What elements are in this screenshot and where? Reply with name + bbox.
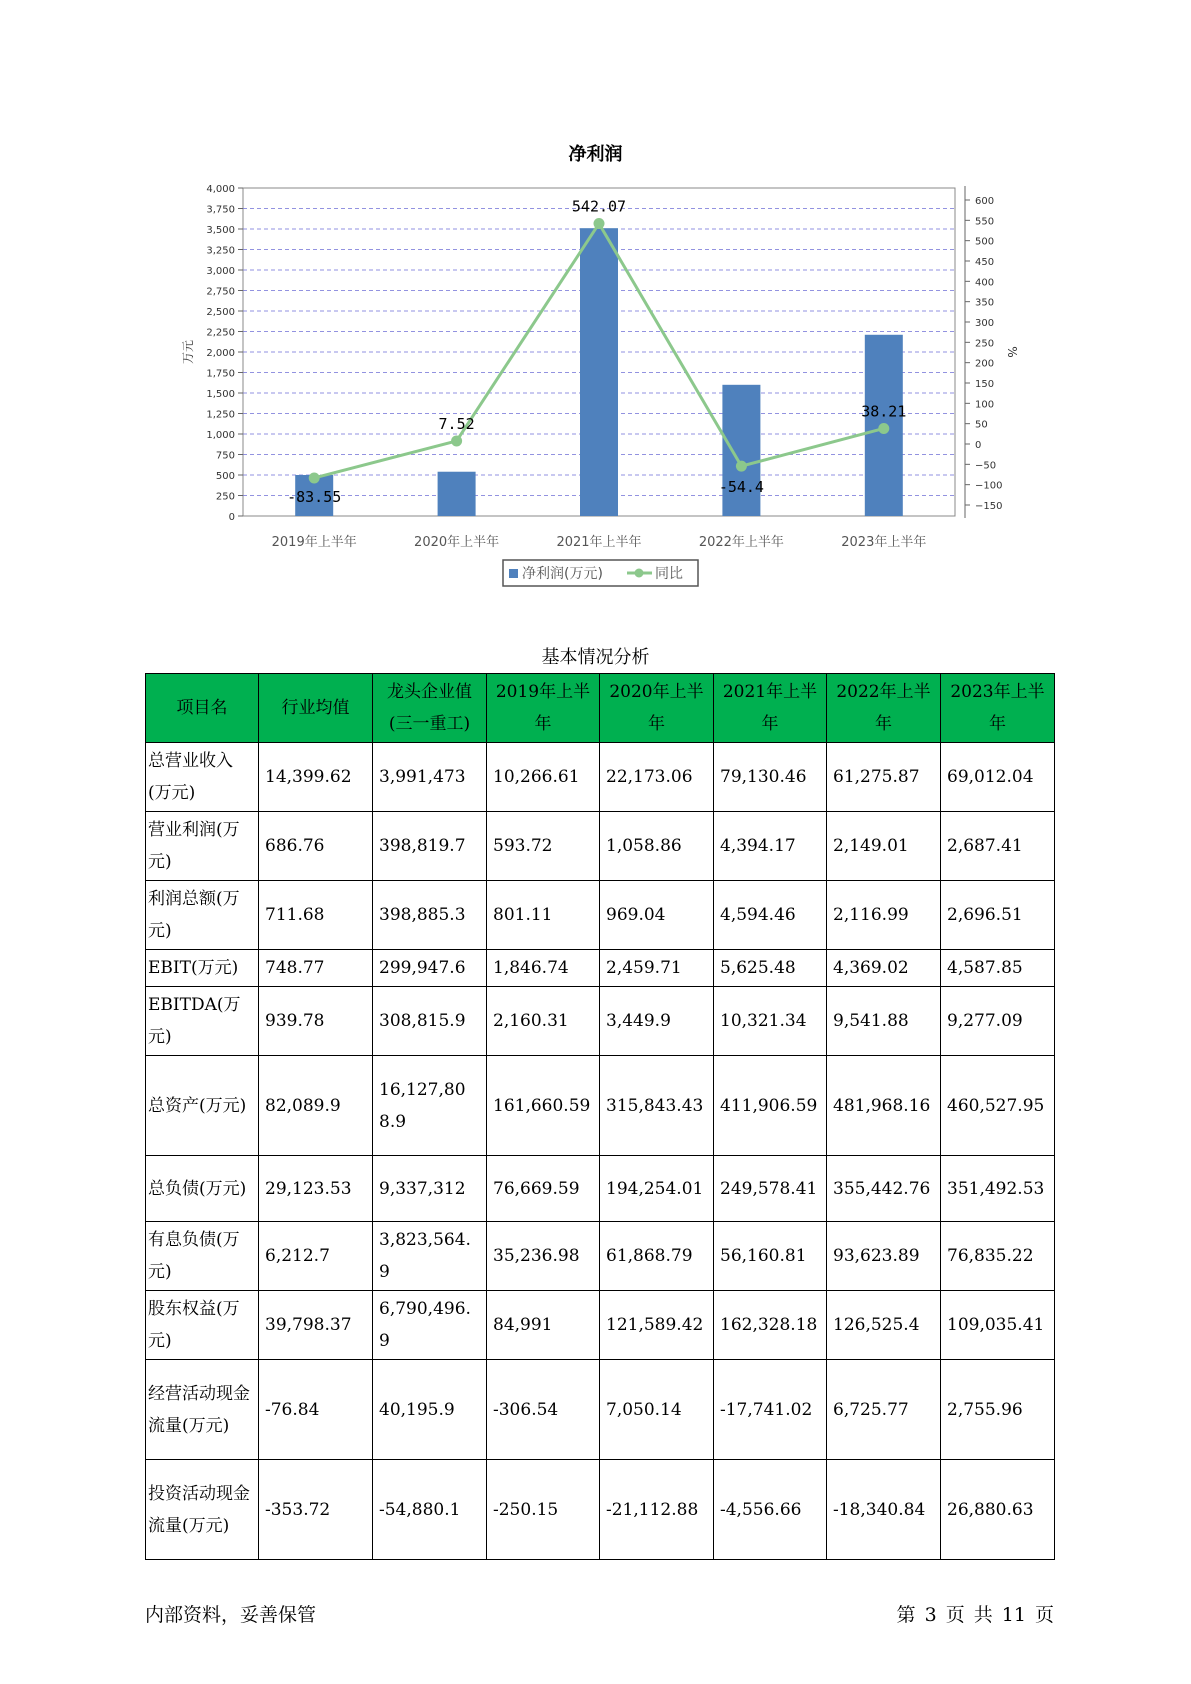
table-row [146, 1056, 1055, 1156]
table-cell: 161,660.59 [487, 1056, 600, 1156]
table-cell: 2,459.71 [600, 950, 714, 987]
right-axis-tick-label: −50 [975, 460, 997, 472]
table-cell: -54,880.1 [373, 1460, 487, 1560]
table-cell: -4,556.66 [714, 1460, 827, 1560]
table-cell: 79,130.46 [714, 743, 827, 812]
left-axis-tick-label: 3,500 [206, 225, 235, 236]
table-cell: 5,625.48 [714, 950, 827, 987]
header-2021h1: 2021年上半年 [714, 674, 827, 743]
bar-net-profit [438, 472, 476, 516]
table-cell: 9,277.09 [941, 987, 1055, 1056]
row-label-cell: 有息负债(万元) [146, 1222, 259, 1291]
table-cell: 711.68 [259, 881, 373, 950]
table-cell: -353.72 [259, 1460, 373, 1560]
table-row [146, 1460, 1055, 1560]
legend-bar-swatch [509, 569, 518, 578]
right-axis-tick-label: 400 [975, 277, 995, 289]
header-item-name: 项目名 [146, 674, 259, 743]
right-axis-tick-label: 250 [975, 338, 995, 350]
table-cell: 2,116.99 [827, 881, 941, 950]
row-label-cell: EBITDA(万元) [146, 987, 259, 1056]
table-cell: 16,127,808.9 [373, 1056, 487, 1156]
right-axis-tick-label: 200 [975, 358, 995, 370]
row-label-cell: 总营业收入(万元) [146, 743, 259, 812]
right-axis-tick-label: −150 [975, 501, 1003, 512]
row-label-cell: 投资活动现金流量(万元) [146, 1460, 259, 1560]
table-row [146, 1360, 1055, 1460]
left-axis-tick-label: 0 [228, 512, 235, 523]
table-cell: 460,527.95 [941, 1056, 1055, 1156]
right-axis-tick-label: 0 [975, 440, 982, 451]
table-cell: 162,328.18 [714, 1291, 827, 1360]
table-cell: 4,369.02 [827, 950, 941, 987]
x-axis-category-label: 2020年上半年 [414, 535, 500, 550]
right-axis-tick-label: 50 [975, 419, 988, 431]
table-cell: 82,089.9 [259, 1056, 373, 1156]
left-axis-tick-label: 3,000 [206, 266, 235, 277]
table-row [146, 987, 1055, 1056]
bar-net-profit [722, 385, 760, 516]
table-cell: 10,321.34 [714, 987, 827, 1056]
footer-page-number: 第 3 页 共 11 页 [896, 1604, 1054, 1626]
table-row [146, 743, 1055, 812]
table-cell: 2,755.96 [941, 1360, 1055, 1460]
table-cell: 40,195.9 [373, 1360, 487, 1460]
header-leader-value: 龙头企业值(三一重工) [373, 674, 487, 743]
table-cell: 686.76 [259, 812, 373, 881]
table-cell: 748.77 [259, 950, 373, 987]
left-axis-tick-label: 1,500 [206, 389, 235, 400]
table-cell: 93,623.89 [827, 1222, 941, 1291]
x-axis-category-label: 2023年上半年 [841, 535, 927, 550]
y-axis-title: 万元 [181, 339, 195, 365]
row-label-cell: 经营活动现金流量(万元) [146, 1360, 259, 1460]
table-cell: 2,696.51 [941, 881, 1055, 950]
table-cell: -306.54 [487, 1360, 600, 1460]
table-row [146, 1222, 1055, 1291]
legend-line-label: 同比 [655, 566, 683, 582]
left-axis-tick-label: 3,250 [206, 245, 235, 257]
row-label-cell: 利润总额(万元) [146, 881, 259, 950]
table-cell: 10,266.61 [487, 743, 600, 812]
table-cell: 1,058.86 [600, 812, 714, 881]
data-label: 38.21 [861, 402, 907, 421]
table-cell: 194,254.01 [600, 1156, 714, 1222]
table-cell: 3,449.9 [600, 987, 714, 1056]
table-cell: -18,340.84 [827, 1460, 941, 1560]
x-axis-category-label: 2022年上半年 [698, 535, 784, 550]
table-cell: 3,823,564.9 [373, 1222, 487, 1291]
right-axis-tick-label: 600 [975, 196, 995, 207]
row-label-cell: 股东权益(万元) [146, 1291, 259, 1360]
right-axis-tick-label: −100 [975, 480, 1003, 492]
table-header-row [146, 674, 1055, 743]
table-cell: 249,578.41 [714, 1156, 827, 1222]
table-cell: 398,819.7 [373, 812, 487, 881]
table-row [146, 1156, 1055, 1222]
bar-net-profit [580, 228, 618, 516]
table-cell: 22,173.06 [600, 743, 714, 812]
table-row [146, 1291, 1055, 1360]
table-cell: 61,868.79 [600, 1222, 714, 1291]
header-2019h1: 2019年上半年 [487, 674, 600, 743]
table-cell: 2,149.01 [827, 812, 941, 881]
footer-confidential-note: 内部资料，妥善保管 [145, 1604, 317, 1626]
x-axis-category-label: 2019年上半年 [271, 535, 357, 550]
data-label: -54.4 [718, 478, 764, 497]
left-axis-tick-label: 1,750 [206, 368, 235, 380]
right-axis-tick-label: 100 [975, 399, 995, 411]
table-cell: 315,843.43 [600, 1056, 714, 1156]
left-axis-tick-label: 500 [215, 471, 235, 482]
table-cell: 35,236.98 [487, 1222, 600, 1291]
row-label-cell: 营业利润(万元) [146, 812, 259, 881]
right-axis-tick-label: 450 [975, 257, 995, 268]
table-cell: 481,968.16 [827, 1056, 941, 1156]
table-cell: 84,991 [487, 1291, 600, 1360]
chart-title: 净利润 [568, 144, 623, 165]
table-cell: 299,947.6 [373, 950, 487, 987]
table-cell: 4,594.46 [714, 881, 827, 950]
right-axis-tick-label: 150 [975, 379, 995, 390]
net-profit-chart [0, 0, 1191, 620]
table-row [146, 812, 1055, 881]
table-cell: 56,160.81 [714, 1222, 827, 1291]
table-cell: 6,790,496.9 [373, 1291, 487, 1360]
table-cell: 308,815.9 [373, 987, 487, 1056]
line-yoy-point [309, 472, 320, 483]
left-axis-tick-label: 3,750 [206, 204, 235, 216]
table-cell: 61,275.87 [827, 743, 941, 812]
table-cell: 593.72 [487, 812, 600, 881]
table-cell: 398,885.3 [373, 881, 487, 950]
header-2020h1: 2020年上半年 [600, 674, 714, 743]
table-cell: 9,541.88 [827, 987, 941, 1056]
left-axis-tick-label: 250 [215, 491, 235, 503]
table-cell: -76.84 [259, 1360, 373, 1460]
header-2022h1: 2022年上半年 [827, 674, 941, 743]
data-label: 7.52 [438, 414, 475, 433]
left-axis-tick-label: 1,250 [206, 409, 235, 421]
row-label-cell: 总负债(万元) [146, 1156, 259, 1222]
table-cell: 9,337,312 [373, 1156, 487, 1222]
table-cell: 939.78 [259, 987, 373, 1056]
left-axis-tick-label: 2,750 [206, 286, 235, 298]
header-industry-avg: 行业均值 [259, 674, 373, 743]
right-axis-tick-label: 350 [975, 297, 995, 309]
table-cell: 14,399.62 [259, 743, 373, 812]
left-axis-tick-label: 2,000 [206, 348, 235, 359]
table-cell: 6,725.77 [827, 1360, 941, 1460]
basic-analysis-table [145, 673, 1055, 1560]
row-label-cell: EBIT(万元) [146, 950, 259, 987]
line-yoy-point [736, 461, 747, 472]
table-cell: 4,394.17 [714, 812, 827, 881]
table-cell: 76,669.59 [487, 1156, 600, 1222]
table-cell: 3,991,473 [373, 743, 487, 812]
left-axis-tick-label: 2,250 [206, 327, 235, 339]
left-axis-tick-label: 2,500 [206, 307, 235, 318]
left-axis-tick-label: 750 [215, 450, 235, 462]
x-axis-category-label: 2021年上半年 [556, 535, 642, 550]
legend-bar-label: 净利润(万元) [522, 566, 603, 582]
right-axis-tick-label: 500 [975, 236, 995, 248]
table-cell: 4,587.85 [941, 950, 1055, 987]
y-axis-right-title: % [1005, 346, 1019, 358]
table-cell: 29,123.53 [259, 1156, 373, 1222]
table-cell: 351,492.53 [941, 1156, 1055, 1222]
table-cell: 2,687.41 [941, 812, 1055, 881]
data-label: -83.55 [287, 487, 342, 506]
table-cell: 969.04 [600, 881, 714, 950]
table-cell: 126,525.4 [827, 1291, 941, 1360]
left-axis-tick-label: 1,000 [206, 430, 235, 441]
table-cell: 1,846.74 [487, 950, 600, 987]
chart-legend [503, 560, 698, 586]
table-cell: 109,035.41 [941, 1291, 1055, 1360]
right-axis-tick-label: 300 [975, 318, 995, 329]
table-cell: -21,112.88 [600, 1460, 714, 1560]
line-yoy-point [594, 218, 605, 229]
table-row [146, 950, 1055, 987]
table-cell: -250.15 [487, 1460, 600, 1560]
line-yoy-point [451, 435, 462, 446]
table-row [146, 881, 1055, 950]
table-cell: -17,741.02 [714, 1360, 827, 1460]
legend-line-marker [635, 569, 644, 578]
header-2023h1: 2023年上半年 [941, 674, 1055, 743]
table-cell: 76,835.22 [941, 1222, 1055, 1291]
table-cell: 69,012.04 [941, 743, 1055, 812]
table-cell: 2,160.31 [487, 987, 600, 1056]
row-label-cell: 总资产(万元) [146, 1056, 259, 1156]
table-cell: 411,906.59 [714, 1056, 827, 1156]
table-cell: 801.11 [487, 881, 600, 950]
left-axis-tick-label: 4,000 [206, 184, 235, 195]
table-cell: 7,050.14 [600, 1360, 714, 1460]
table-cell: 39,798.37 [259, 1291, 373, 1360]
table-cell: 121,589.42 [600, 1291, 714, 1360]
line-yoy-point [878, 423, 889, 434]
table-cell: 355,442.76 [827, 1156, 941, 1222]
table-caption: 基本情况分析 [541, 647, 650, 668]
table-cell: 6,212.7 [259, 1222, 373, 1291]
table-cell: 26,880.63 [941, 1460, 1055, 1560]
right-axis-tick-label: 550 [975, 216, 995, 228]
data-label: 542.07 [571, 197, 627, 216]
